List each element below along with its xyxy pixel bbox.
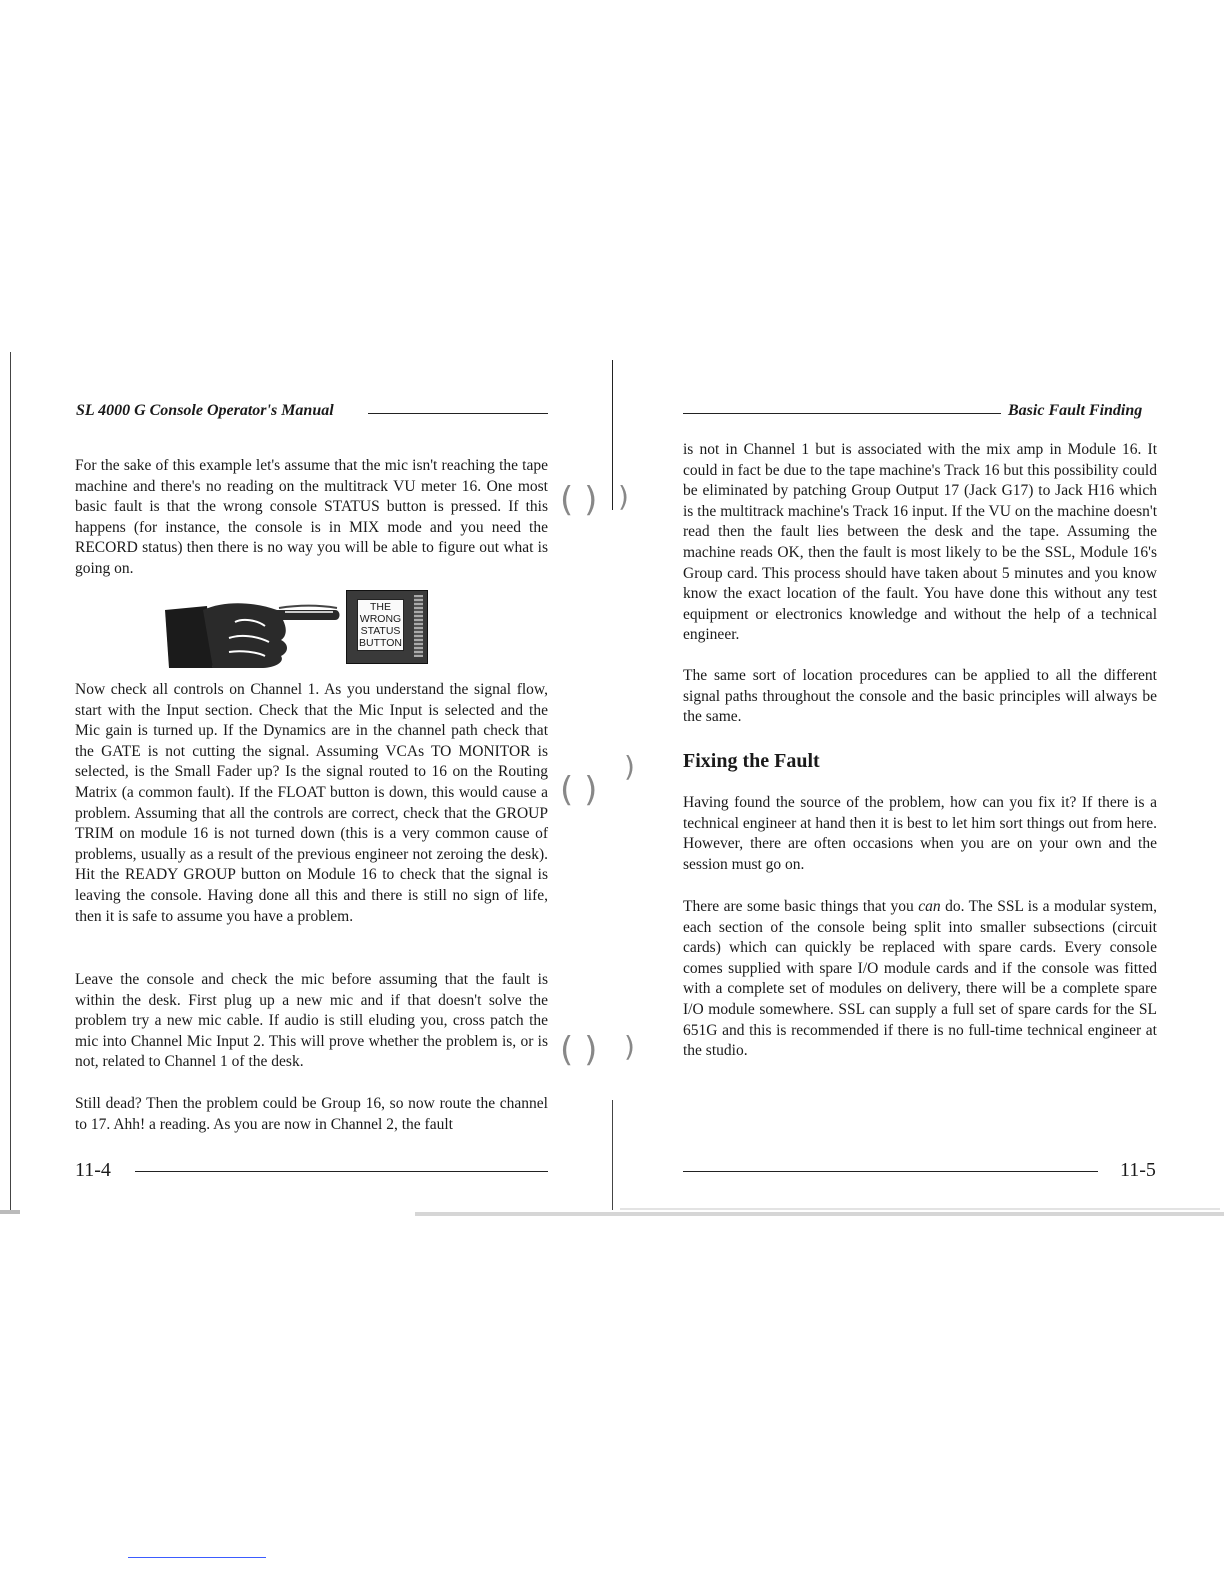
paragraph-text: Having found the source of the problem, how can you fix it? If there is a technical engineer at hand then it is best to let him sort things out from here. However, there are often occasions when you are on your own and the session must go on. — [683, 794, 1157, 873]
left-paragraph-3 — [75, 970, 548, 1073]
page-left-edge — [10, 352, 11, 1210]
paragraph-text: Now check all controls on Channel 1. As you understand the signal flow, start with the Input section. Check that the Mic Input is selected and the Mic gain is turned up. If the Dynamics are in the channel path check that the GATE is not cutting the signal. Assuming VCAs TO MONITOR is selected, is the Small Fader up? Is the signal routed to 16 on the Routing Matrix (a common fault). If the FLOAT button is down, this would cause a problem. Assuming that all the controls are correct, check that the GROUP TRIM on module 16 is not turned down (this is a very common cause of problems, usually as a result of the previous engineer not zeroing the desk). Hit the READY GROUP button on Module 16 to check that the signal is leaving the console. Having done all this and there is still no sign of life, then it is safe to assume you have a problem. — [75, 681, 548, 925]
paragraph-text: For the sake of this example let's assume that the mic isn't reaching the tape machine and there's no reading on the multitrack VU meter 16. One most basic fault is that the wrong console STATUS button is pressed. If this happens (for instance, the console is in MIX mode and you need the RECORD status) then there is no way you will be able to figure out what is going on. — [75, 457, 548, 577]
emphasis-can: can — [918, 898, 941, 915]
button-line: WRONG — [359, 613, 402, 625]
button-line: STATUS — [360, 625, 401, 637]
right-paragraph-4 — [683, 897, 1157, 1062]
right-header-rule — [683, 413, 1001, 414]
left-header-rule — [368, 413, 548, 414]
button-texture — [414, 595, 423, 657]
left-paragraph-1 — [75, 456, 548, 580]
right-paragraph-1 — [683, 440, 1157, 646]
spine-rule — [612, 360, 613, 510]
status-button-label — [357, 599, 404, 651]
left-page-number: 11-4 — [75, 1159, 111, 1181]
scan-shadow — [415, 1212, 1224, 1216]
right-page-header: Basic Fault Finding — [1008, 402, 1143, 419]
right-paragraph-3 — [683, 793, 1157, 875]
scan-artifact-line — [128, 1557, 266, 1558]
paragraph-text: is not in Channel 1 but is associated with the mix amp in Module 16. It could in fact be due to the tape machine's Track 16 but this possibility could be eliminated by patching Group Output 17 (Jack G17) to Jack H16 which is the multitrack machine's Track 16 input. If the VU on the machine doesn't read then the fault lies between the desk and the tape. Assuming the machine reads OK, then the fault is most likely to be the SSL, Module 16's Group card. This process should have taken about 5 minutes and you know know the exact location of the fault. You have done this without any test equipment or electronics knowledge and without the help of a technical engineer. — [683, 441, 1157, 644]
left-page-header: SL 4000 G Console Operator's Manual — [76, 402, 334, 419]
page-left-edge-tick — [0, 1210, 20, 1214]
spine-rule-lower — [612, 1100, 613, 1210]
paragraph-text: The same sort of location procedures can be applied to all the different signal paths throughout the console and the basic principles will always be the same. — [683, 667, 1157, 726]
paragraph-text — [683, 897, 1157, 1062]
wrong-status-button-illustration — [346, 590, 428, 664]
scan-shadow-2 — [620, 1208, 1220, 1210]
left-paragraph-2 — [75, 680, 548, 927]
paragraph-text: Leave the console and check the mic before assuming that the fault is within the desk. First plug up a new mic and if that doesn't solve the problem try a new mic cable. If audio is still eluding you, cross patch the mic into Channel Mic Input 2. This will prove whether the problem is, or is not, related to Channel 1 of the desk. — [75, 971, 548, 1071]
binder-hole-icon: ( ) — [560, 480, 598, 520]
left-footer-rule — [135, 1171, 548, 1172]
binder-hole-icon: ) — [624, 750, 635, 783]
section-heading-fixing-the-fault: Fixing the Fault — [683, 750, 820, 772]
binder-hole-icon: ( ) — [560, 770, 598, 810]
button-line: BUTTON — [359, 637, 402, 649]
binder-hole-icon: ) — [624, 1030, 635, 1063]
right-page-number: 11-5 — [1120, 1159, 1156, 1181]
right-paragraph-2 — [683, 666, 1157, 728]
binder-hole-icon: ( ) — [560, 1030, 598, 1070]
left-paragraph-4 — [75, 1094, 548, 1135]
paragraph-text: Still dead? Then the problem could be Group 16, so now route the channel to 17. Ahh! a reading. As you are now in Channel 2, the fault — [75, 1095, 548, 1133]
right-footer-rule — [683, 1171, 1098, 1172]
binder-hole-icon: ) — [618, 480, 629, 513]
button-line: THE — [370, 601, 391, 613]
text-run: There are some basic things that you — [683, 898, 919, 915]
text-run: do. The SSL is a modular system, each section of the console being split into smaller subsections (circuit cards) which can quickly be replaced with spare cards. Every console comes supplied with spare I/O module cards and if the console was fitted with a complete set of modules on delivery, there will be a complete spare I/O module somewhere. SSL can supply a full set of spare cards for the SL 651G and this is recommended if there is no full-time technical engineer at the studio. — [683, 898, 1157, 1060]
